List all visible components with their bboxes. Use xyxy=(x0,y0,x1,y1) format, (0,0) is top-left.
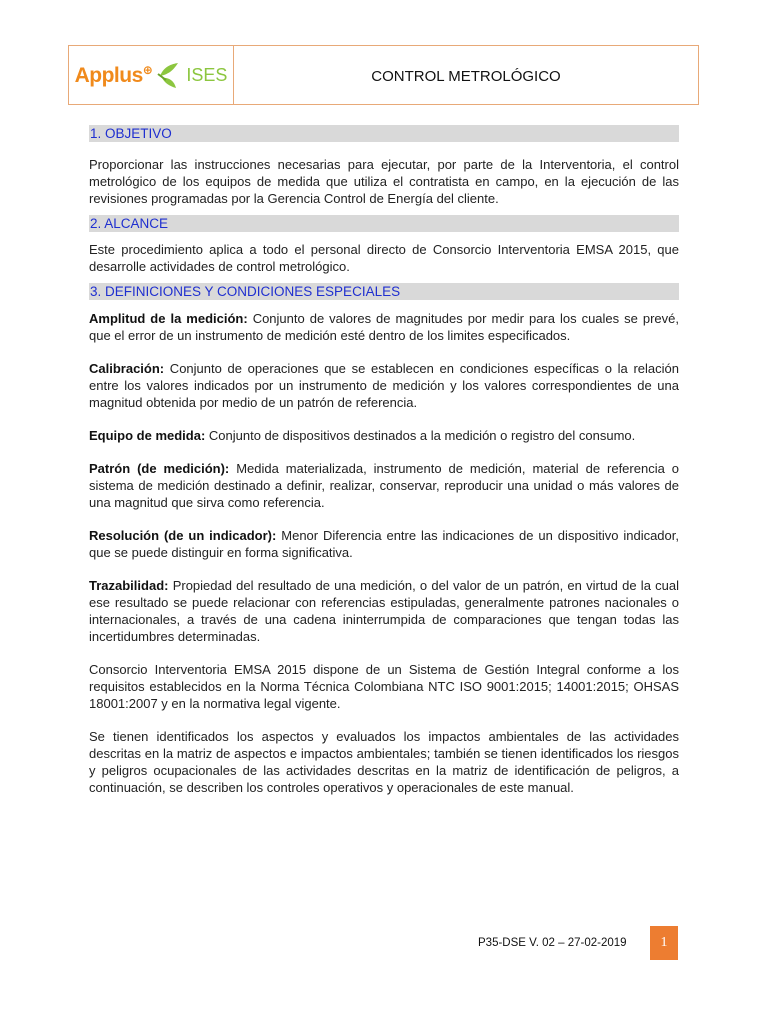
definition-term: Equipo de medida: xyxy=(89,428,206,443)
definition-term: Amplitud de la medición: xyxy=(89,311,248,326)
closing-paragraph-aspectos: Se tienen identificados los aspectos y evaluados los impactos ambientales de las actividades descritas en la matriz de aspectos e impactos ambientales; también se tienen identificados los riesgos y peligros ocupacionales de las actividades descritas en la matriz de identificación de peligros, a continuación, se describen los controles operativos y operacionales de este manual. xyxy=(89,729,679,795)
definition-term: Patrón (de medición): xyxy=(89,461,230,476)
definition-text: Menor Diferencia entre las indicaciones de un dispositivo indicador, que se puede distinguir en forma significativa. xyxy=(89,528,679,560)
section-heading-objetivo: 1. OBJETIVO xyxy=(89,125,679,142)
definition-term: Calibración: xyxy=(89,361,165,376)
definition-text: Conjunto de dispositivos destinados a la medición o registro del consumo. xyxy=(205,428,636,443)
definition-amplitud xyxy=(89,310,679,344)
definition-term: Trazabilidad: xyxy=(89,578,169,593)
logo-applus-text: Applus⊕ xyxy=(74,62,153,87)
leaf-logo-icon xyxy=(156,60,182,90)
section-heading-alcance: 2. ALCANCE xyxy=(89,215,679,232)
document-body xyxy=(89,125,679,796)
definition-resolucion xyxy=(89,527,679,561)
definition-text: Conjunto de valores de magnitudes por medir para los cuales se prevé, que el error de un instrumento de medición esté dentro de los limites especificados. xyxy=(89,311,679,343)
definition-text: Conjunto de operaciones que se establecen en condiciones específicas o la relación entre los valores indicados por un instrumento de medición y los valores correspondientes de una magnitud obtenida por medio de un patrón de referencia. xyxy=(89,361,679,410)
logo-ises-text: ISES xyxy=(186,64,228,85)
closing-paragraph-sistema: Consorcio Interventoria EMSA 2015 dispone de un Sistema de Gestión Integral conforme a los requisitos establecidos en la Norma Técnica Colombiana NTC ISO 9001:2015; 14001:2015; OHSAS 18001:2007 y en la normativa legal vigente. xyxy=(89,662,679,711)
page-title: CONTROL METROLÓGICO xyxy=(371,67,561,85)
definition-text: Medida materializada, instrumento de medición, material de referencia o sistema de medición destinado a definir, realizar, conservar, reproducir una unidad o más valores de una magnitud que sirva como referencia. xyxy=(89,461,679,510)
alcance-paragraph: Este procedimiento aplica a todo el personal directo de Consorcio Interventoria EMSA 2015, que desarrolle actividades de control metrológico. xyxy=(89,242,679,274)
objetivo-paragraph: Proporcionar las instrucciones necesarias para ejecutar, por parte de la Interventoria, el control metrológico de los equipos de medida que utiliza el contratista en campo, en la ejecución de las revisiones programadas por la Gerencia Control de Energía del cliente. xyxy=(89,157,679,206)
section-heading-definiciones: 3. DEFINICIONES Y CONDICIONES ESPECIALES xyxy=(89,283,679,300)
document-code: P35-DSE V. 02 – 27-02-2019 xyxy=(478,937,627,949)
company-logo xyxy=(69,46,234,104)
definition-patron xyxy=(89,460,679,511)
definition-equipo xyxy=(89,427,679,444)
page-number: 1 xyxy=(650,926,678,960)
definition-term: Resolución (de un indicador): xyxy=(89,528,277,543)
definition-calibracion xyxy=(89,360,679,411)
document-header xyxy=(68,45,699,105)
definition-trazabilidad xyxy=(89,577,679,645)
definition-text: Propiedad del resultado de una medición, o del valor de un patrón, en virtud de la cual ese resultado se puede relacionar con referencias estipuladas, generalmente patrones nacionales o internacionales, a través de una cadena ininterrumpida de comparaciones que tengan todas las incertidumbres determinadas. xyxy=(89,578,679,644)
